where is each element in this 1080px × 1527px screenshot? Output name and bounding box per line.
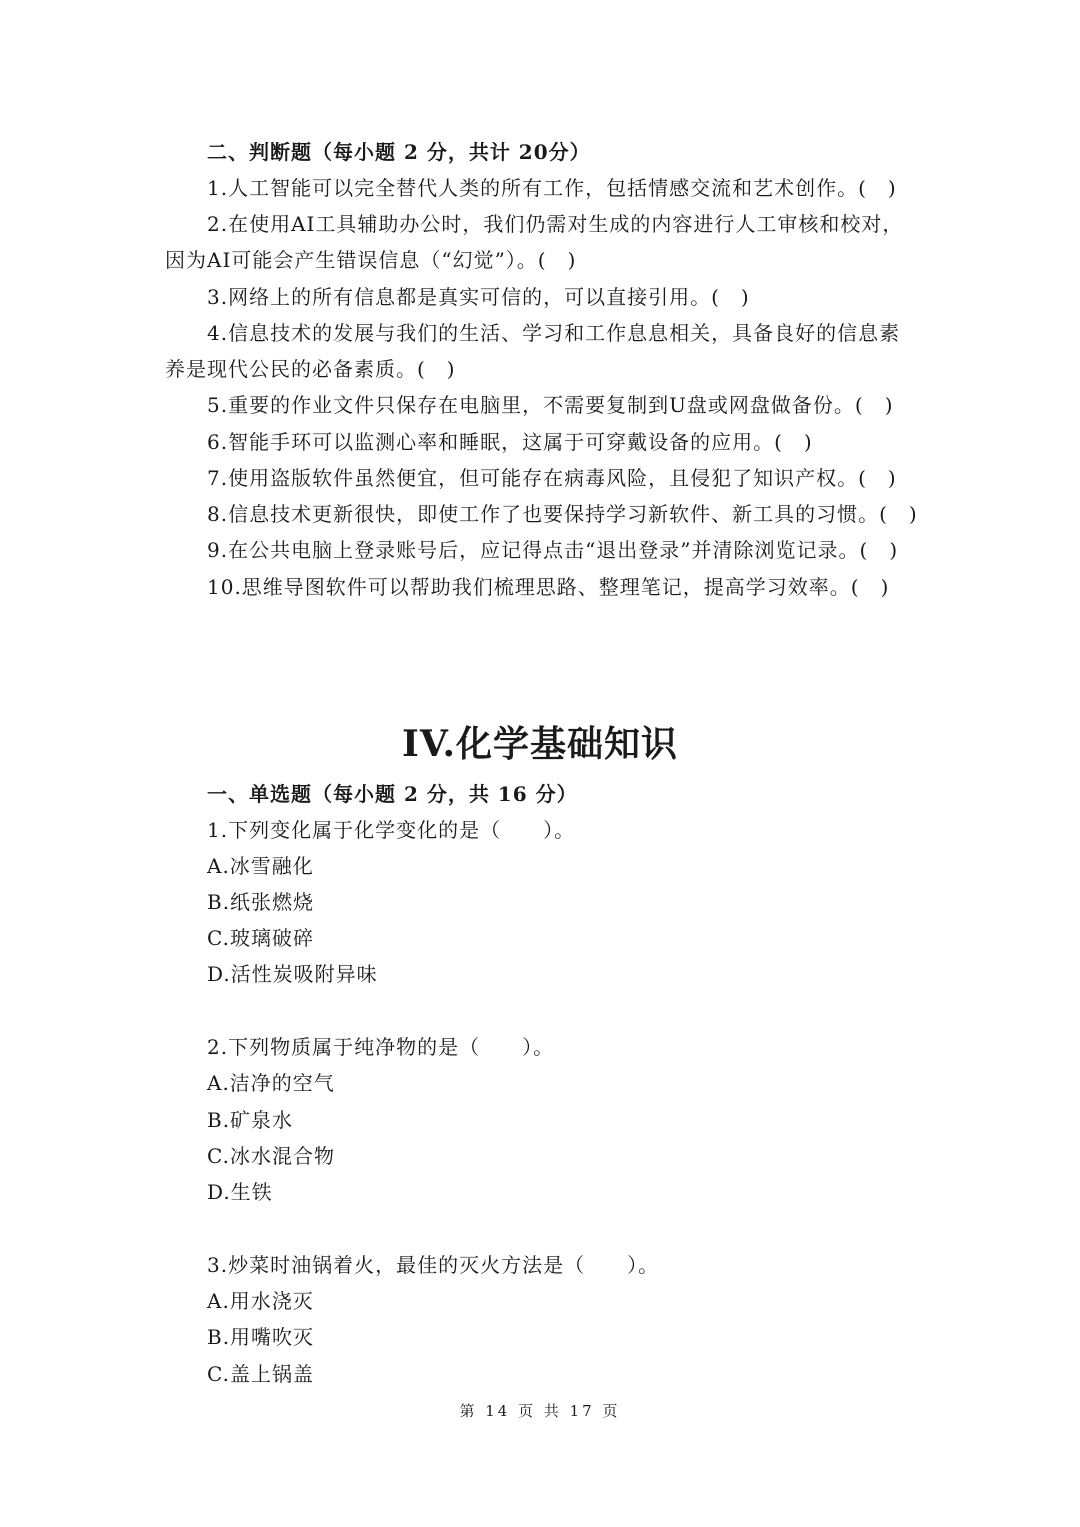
chemistry-question-1-option-a: A.冰雪融化 <box>207 854 314 878</box>
chemistry-question-2-option-d: D.生铁 <box>207 1180 273 1204</box>
chemistry-question-2-option-c: C.冰水混合物 <box>207 1144 335 1168</box>
chemistry-question-1-option-d: D.活性炭吸附异味 <box>207 962 378 986</box>
chemistry-question-3-option-a: A.用水浇灭 <box>207 1289 314 1313</box>
judge-question-2-line-2: 因为AI可能会产生错误信息（“幻觉”）。( ) <box>165 248 577 272</box>
judge-question-9: 9.在公共电脑上登录账号后，应记得点击“退出登录”并清除浏览记录。( ) <box>207 538 899 562</box>
judge-question-6: 6.智能手环可以监测心率和睡眠，这属于可穿戴设备的应用。( ) <box>207 430 813 454</box>
judge-question-2-line-1: 2.在使用AI工具辅助办公时，我们仍需对生成的内容进行人工审核和校对， <box>207 212 904 236</box>
judge-question-7: 7.使用盗版软件虽然便宜，但可能存在病毒风险，且侵犯了知识产权。( ) <box>207 466 897 490</box>
chemistry-section-title: IV.化学基础知识 <box>401 723 678 765</box>
chemistry-question-3-option-c: C.盖上锅盖 <box>207 1362 314 1386</box>
judge-question-3: 3.网络上的所有信息都是真实可信的，可以直接引用。( ) <box>207 285 750 309</box>
judge-question-5: 5.重要的作业文件只保存在电脑里，不需要复制到U盘或网盘做备份。( ) <box>207 393 894 417</box>
page-footer: 第 14 页 共 17 页 <box>459 1402 621 1420</box>
chemistry-question-3-option-b: B.用嘴吹灭 <box>207 1325 315 1349</box>
judge-section-heading: 二、判断题（每小题 2 分，共计 20分） <box>207 140 591 164</box>
judge-question-1: 1.人工智能可以完全替代人类的所有工作，包括情感交流和艺术创作。( ) <box>207 176 897 200</box>
judge-question-4-line-1: 4.信息技术的发展与我们的生活、学习和工作息息相关，具备良好的信息素 <box>207 321 901 345</box>
chemistry-question-1-stem: 1.下列变化属于化学变化的是（ ）。 <box>207 818 576 842</box>
chemistry-question-2-option-a: A.洁净的空气 <box>207 1071 335 1095</box>
chemistry-single-choice-heading: 一、单选题（每小题 2 分，共 16 分） <box>207 782 578 806</box>
judge-question-8: 8.信息技术更新很快，即使工作了也要保持学习新软件、新工具的习惯。( ) <box>207 502 918 526</box>
chemistry-question-1-option-c: C.玻璃破碎 <box>207 926 314 950</box>
chemistry-question-3-stem: 3.炒菜时油锅着火，最佳的灭火方法是（ ）。 <box>207 1253 660 1277</box>
chemistry-question-2-stem: 2.下列物质属于纯净物的是（ ）。 <box>207 1035 555 1059</box>
judge-question-4-line-2: 养是现代公民的必备素质。( ) <box>165 357 456 381</box>
judge-question-10: 10.思维导图软件可以帮助我们梳理思路、整理笔记，提高学习效率。( ) <box>207 575 890 599</box>
chemistry-question-1-option-b: B.纸张燃烧 <box>207 890 315 914</box>
chemistry-question-2-option-b: B.矿泉水 <box>207 1108 294 1132</box>
